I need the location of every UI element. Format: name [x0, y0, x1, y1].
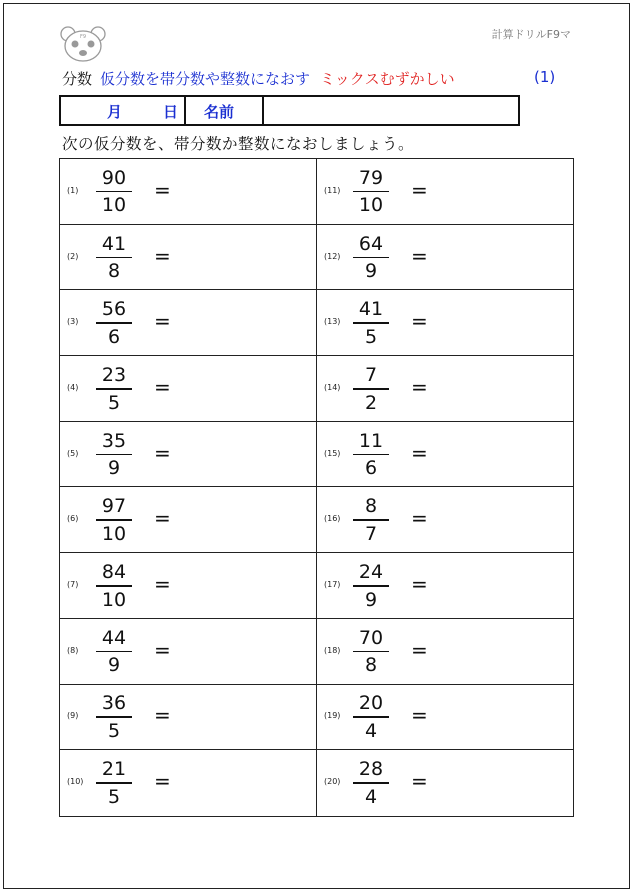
fraction-bar [353, 322, 389, 324]
fraction-bar [353, 716, 389, 718]
fraction [96, 757, 132, 809]
equals-sign: = [411, 572, 428, 597]
fraction-bar [353, 585, 389, 587]
equals-sign: = [411, 177, 428, 202]
problem-number: (8) [67, 645, 79, 655]
problem-cell[interactable] [60, 225, 316, 290]
problem-cell[interactable] [317, 619, 573, 684]
numerator: 90 [101, 166, 127, 189]
fraction [353, 166, 389, 218]
numerator: 41 [358, 298, 384, 321]
fraction [353, 626, 389, 678]
fraction-bar [353, 651, 389, 653]
problem-cell[interactable] [317, 488, 573, 553]
problem-number: (11) [324, 185, 341, 195]
fraction-bar [96, 191, 132, 193]
problem-number: (17) [324, 580, 341, 590]
denominator: 10 [101, 194, 127, 217]
denominator: 10 [101, 588, 127, 611]
denominator: 9 [107, 654, 121, 677]
denominator: 9 [364, 588, 378, 611]
equals-sign: = [154, 506, 171, 531]
day-label: 日 [163, 103, 179, 121]
problem-number: (13) [324, 317, 341, 327]
fraction [96, 626, 132, 678]
category-label: 分数 [62, 70, 93, 88]
problem-cell[interactable] [317, 685, 573, 750]
denominator: 6 [364, 457, 378, 480]
equals-sign: = [411, 769, 428, 794]
fraction [96, 363, 132, 415]
problem-cell[interactable] [60, 619, 316, 684]
fraction-bar [96, 519, 132, 521]
fraction [96, 691, 132, 743]
problem-row [60, 553, 573, 619]
denominator: 8 [364, 654, 378, 677]
fraction-bar [96, 651, 132, 653]
brand-label: 計算ドリルF9マ [491, 28, 571, 41]
fraction [353, 297, 389, 349]
fraction-bar [96, 257, 132, 259]
logo-text: F9 [79, 34, 87, 40]
numerator: 97 [101, 495, 127, 518]
problem-cell[interactable] [317, 553, 573, 618]
problem-row [60, 488, 573, 554]
numerator: 8 [364, 495, 378, 518]
equals-sign: = [154, 769, 171, 794]
numerator: 64 [358, 232, 384, 255]
problem-cell[interactable] [60, 685, 316, 750]
problem-row [60, 685, 573, 751]
equals-sign: = [411, 637, 428, 662]
problem-cell[interactable] [317, 750, 573, 816]
problem-cell[interactable] [317, 225, 573, 290]
equals-sign: = [154, 243, 171, 268]
denominator: 4 [364, 720, 378, 743]
fraction-bar [96, 716, 132, 718]
fraction-bar [353, 519, 389, 521]
equals-sign: = [154, 177, 171, 202]
fraction [353, 363, 389, 415]
fraction [96, 560, 132, 612]
difficulty-label: ミックスむずかしい [320, 70, 455, 88]
denominator: 7 [364, 522, 378, 545]
problem-cell[interactable] [60, 290, 316, 355]
problem-number: (10) [67, 777, 84, 787]
fraction [96, 429, 132, 481]
fraction-bar [96, 585, 132, 587]
problem-cell[interactable] [60, 422, 316, 487]
month-label: 月 [107, 103, 123, 121]
fraction-bar [353, 388, 389, 390]
denominator: 9 [107, 457, 121, 480]
problem-number: (18) [324, 645, 341, 655]
problem-row [60, 225, 573, 291]
fraction-bar [353, 454, 389, 456]
numerator: 36 [101, 692, 127, 715]
equals-sign: = [154, 440, 171, 465]
problem-row [60, 356, 573, 422]
denominator: 6 [107, 325, 121, 348]
denominator: 5 [107, 720, 121, 743]
problem-row [60, 750, 573, 816]
problem-number: (12) [324, 251, 341, 261]
numerator: 11 [358, 429, 384, 452]
numerator: 23 [101, 363, 127, 386]
worksheet-title [62, 68, 556, 89]
problem-number: (16) [324, 514, 341, 524]
numerator: 70 [358, 626, 384, 649]
problem-number: (4) [67, 382, 79, 392]
fraction [96, 232, 132, 284]
numerator: 56 [101, 298, 127, 321]
problem-number: (20) [324, 777, 341, 787]
problem-cell[interactable] [317, 159, 573, 224]
denominator: 5 [107, 785, 121, 808]
numerator: 28 [358, 758, 384, 781]
fraction [353, 691, 389, 743]
equals-sign: = [411, 243, 428, 268]
problem-grid [59, 158, 574, 817]
problem-cell[interactable] [60, 159, 316, 224]
numerator: 79 [358, 166, 384, 189]
problem-cell[interactable] [60, 750, 316, 816]
problem-row [60, 619, 573, 685]
fraction-bar [96, 322, 132, 324]
problem-cell[interactable] [60, 356, 316, 421]
problem-number: (7) [67, 580, 79, 590]
problem-number: (9) [67, 711, 79, 721]
equals-sign: = [154, 309, 171, 334]
equals-sign: = [154, 374, 171, 399]
numerator: 20 [358, 692, 384, 715]
fraction [96, 494, 132, 546]
equals-sign: = [411, 374, 428, 399]
name-field[interactable] [264, 97, 518, 124]
problem-cell[interactable] [317, 290, 573, 355]
denominator: 10 [358, 194, 384, 217]
equals-sign: = [154, 637, 171, 662]
fraction [353, 494, 389, 546]
denominator: 2 [364, 391, 378, 414]
fraction [353, 429, 389, 481]
denominator: 4 [364, 785, 378, 808]
instruction-text: 次の仮分数を、帯分数か整数になおしましょう。 [62, 135, 415, 153]
fraction [353, 757, 389, 809]
fraction-bar [96, 782, 132, 784]
name-date-box [59, 95, 520, 126]
fraction [353, 232, 389, 284]
problem-cell[interactable] [317, 422, 573, 487]
fraction-bar [353, 191, 389, 193]
problem-number: (19) [324, 711, 341, 721]
problem-number: (3) [67, 317, 79, 327]
name-label: 名前 [204, 103, 235, 121]
numerator: 7 [364, 363, 378, 386]
problem-number: (14) [324, 382, 341, 392]
equals-sign: = [411, 309, 428, 334]
fraction-bar [96, 388, 132, 390]
numerator: 44 [101, 626, 127, 649]
denominator: 8 [107, 260, 121, 283]
problem-cell[interactable] [317, 356, 573, 421]
problem-row [60, 422, 573, 488]
problem-number: (15) [324, 448, 341, 458]
problem-row [60, 159, 573, 225]
equals-sign: = [411, 506, 428, 531]
fraction [96, 166, 132, 218]
fraction [96, 297, 132, 349]
denominator: 9 [364, 260, 378, 283]
denominator: 10 [101, 522, 127, 545]
date-cell[interactable] [61, 97, 186, 124]
equals-sign: = [154, 703, 171, 728]
problem-number: (6) [67, 514, 79, 524]
problem-number: (1) [67, 185, 79, 195]
name-label-cell [184, 97, 264, 124]
fraction-bar [353, 782, 389, 784]
topic-label: 仮分数を帯分数や整数になおす [100, 70, 311, 88]
equals-sign: = [411, 440, 428, 465]
numerator: 41 [101, 232, 127, 255]
equals-sign: = [154, 572, 171, 597]
numerator: 21 [101, 758, 127, 781]
problem-number: (5) [67, 448, 79, 458]
numerator: 24 [358, 561, 384, 584]
denominator: 5 [364, 325, 378, 348]
sheet-number: (1) [534, 68, 556, 86]
problem-cell[interactable] [60, 488, 316, 553]
bear-logo-icon [58, 24, 108, 64]
problem-row [60, 290, 573, 356]
numerator: 84 [101, 561, 127, 584]
denominator: 5 [107, 391, 121, 414]
numerator: 35 [101, 429, 127, 452]
problem-number: (2) [67, 251, 79, 261]
fraction-bar [96, 454, 132, 456]
fraction [353, 560, 389, 612]
fraction-bar [353, 257, 389, 259]
equals-sign: = [411, 703, 428, 728]
problem-cell[interactable] [60, 553, 316, 618]
